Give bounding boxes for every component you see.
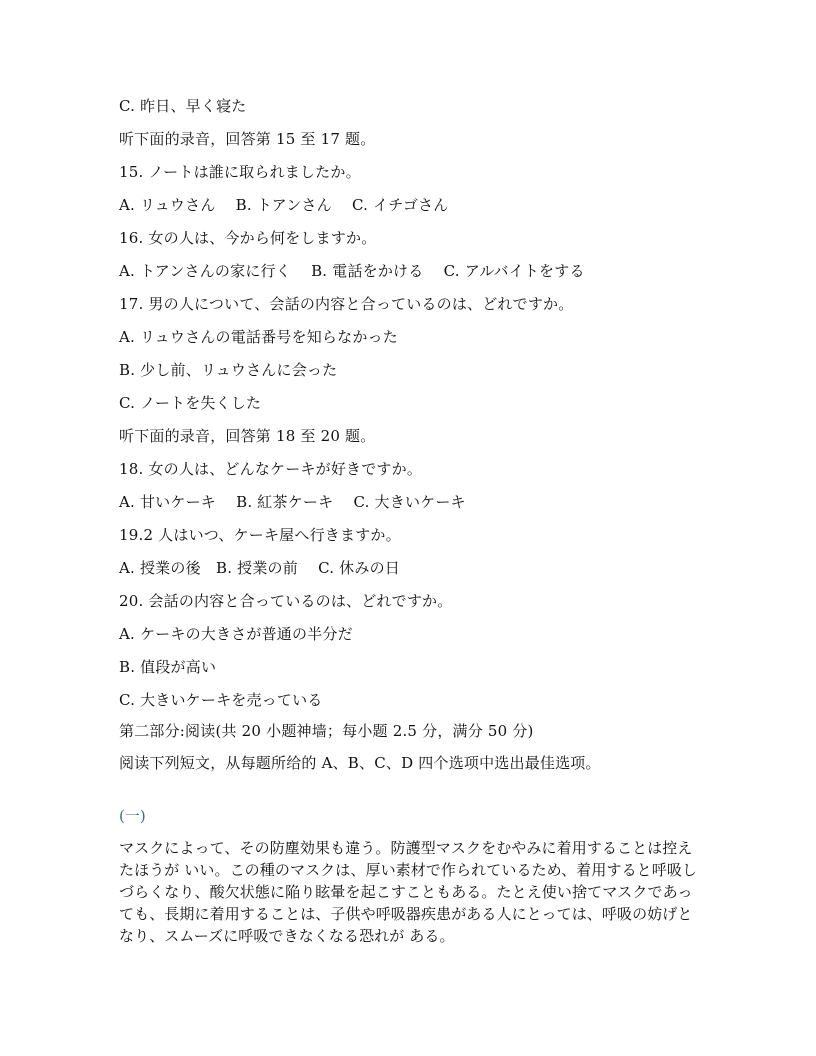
option-17b: B. 少し前、リュウさんに会った [119, 361, 338, 379]
option-20b: B. 值段が高い [119, 658, 217, 676]
option-20a: A. ケーキの大きさが普通の半分だ [119, 625, 353, 643]
question-19: 19.2 人はいつ、ケーキ屋へ行きますか。 [119, 526, 401, 544]
listening-instruction-18-20: 听下面的录音，回答第 18 至 20 题。 [119, 427, 376, 445]
question-17: 17. 男の人について、会話の内容と合っているのは、どれですか。 [119, 295, 574, 313]
question-18: 18. 女の人は、どんなケーキが好きですか。 [119, 460, 423, 478]
part-two-heading: 第二部分:阅读(共 20 小题神墙；每小题 2.5 分，满分 50 分) [119, 722, 534, 740]
question-16: 16. 女の人は、今から何をしますか。 [119, 229, 377, 247]
option-line-14c: C. 昨日、早く寝た [119, 97, 247, 115]
listening-instruction-15-17: 听下面的录音，回答第 15 至 17 题。 [119, 130, 376, 148]
options-18: A. 甘いケーキ B. 紅茶ケーキ C. 大きいケーキ [119, 493, 466, 511]
option-17c: C. ノートを失くした [119, 394, 262, 412]
options-19: A. 授業の後 B. 授業の前 C. 休みの日 [119, 559, 400, 577]
reading-instruction: 阅读下列短文，从每题所给的 A、B、C、D 四个选项中选出最佳选项。 [119, 754, 601, 772]
options-15: A. リュウさん B. トアンさん C. イチゴさん [119, 196, 449, 214]
option-17a: A. リュウさんの電話番号を知らなかった [119, 328, 398, 346]
section-marker: (一) [119, 807, 146, 825]
options-16: A. トアンさんの家に行く B. 電話をかける C. アルバイトをする [119, 262, 585, 280]
reading-passage: マスクによって、その防塵効果も違う。防護型マスクをむやみに着用することは控えたほうが いい。この種のマスクは、厚い素材で作られているため、着用すると呼吸しづらくなり、酸欠状態に陥り眩暈を起こすこともある。たとえ使い捨てマスクであっても、長期に着用することは、子供や呼吸器疾患がある人にとっては、呼吸の妨げとなり、スムーズに呼吸できなくなる恐れが ある。 [119, 839, 698, 945]
question-20: 20. 会話の内容と合っているのは、どれですか。 [119, 592, 453, 610]
option-20c: C. 大きいケーキを売っている [119, 691, 323, 709]
question-15: 15. ノートは誰に取られましたか。 [119, 163, 361, 181]
